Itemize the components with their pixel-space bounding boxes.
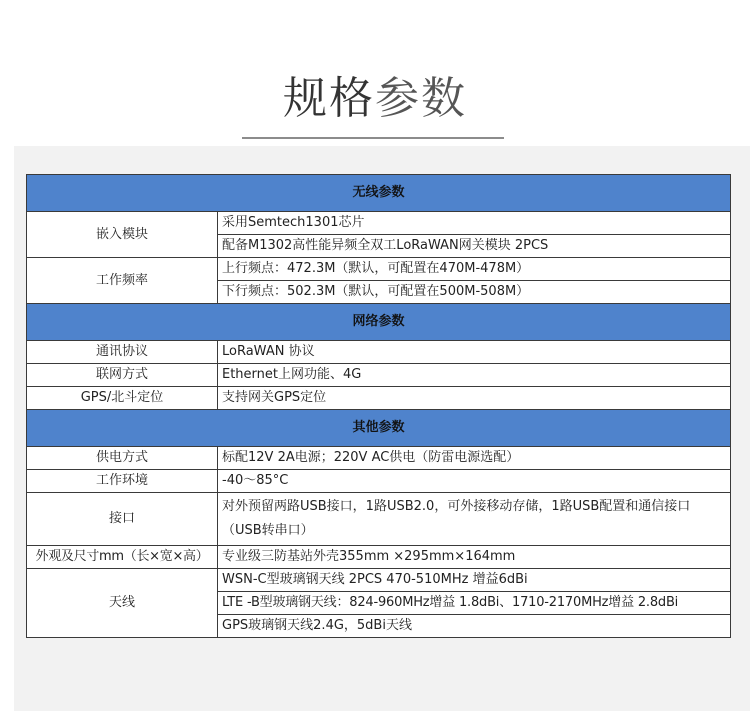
gps-label: GPS/北斗定位: [27, 387, 218, 410]
section-header-other: [27, 410, 731, 447]
page-title-part1: 规格: [283, 73, 375, 124]
antenna-value-2: LTE -B型玻璃钢天线：824-960MHz增益 1.8dBi、1710-2170MHz增益 2.8dBi: [218, 592, 731, 615]
environment-value: -40～85°C: [218, 470, 731, 493]
table-row: [27, 387, 731, 410]
section-header-network: [27, 304, 731, 341]
spec-table: [26, 174, 731, 638]
table-row: [27, 341, 731, 364]
section-title-wireless: 无线参数: [27, 175, 731, 212]
table-row: [27, 364, 731, 387]
protocol-value: LoRaWAN 协议: [218, 341, 731, 364]
table-row: [27, 493, 731, 546]
gps-value: 支持网关GPS定位: [218, 387, 731, 410]
embed-module-value-1: 采用Semtech1301芯片: [218, 212, 731, 235]
table-row: [27, 212, 731, 235]
embed-module-value-2: 配备M1302高性能异频全双工LoRaWAN网关模块 2PCS: [218, 235, 731, 258]
table-row: [27, 447, 731, 470]
antenna-value-1: WSN-C型玻璃钢天线 2PCS 470-510MHz 增益6dBi: [218, 569, 731, 592]
table-row: [27, 258, 731, 281]
section-title-other: 其他参数: [27, 410, 731, 447]
section-title-network: 网络参数: [27, 304, 731, 341]
power-value: 标配12V 2A电源；220V AC供电（防雷电源选配）: [218, 447, 731, 470]
network-mode-value: Ethernet上网功能、4G: [218, 364, 731, 387]
table-row: [27, 569, 731, 592]
frequency-value-down: 下行频点：502.3M（默认，可配置在500M-508M）: [218, 281, 731, 304]
frequency-label: 工作频率: [27, 258, 218, 304]
interface-label: 接口: [27, 493, 218, 546]
size-label: 外观及尺寸mm（长×宽×高）: [27, 546, 218, 569]
embed-module-label: 嵌入模块: [27, 212, 218, 258]
title-underline: [242, 137, 504, 139]
section-header-wireless: [27, 175, 731, 212]
size-value: 专业级三防基站外壳355mm ×295mm×164mm: [218, 546, 731, 569]
network-mode-label: 联网方式: [27, 364, 218, 387]
frequency-value-up: 上行频点：472.3M（默认，可配置在470M-478M）: [218, 258, 731, 281]
table-row: [27, 470, 731, 493]
protocol-label: 通讯协议: [27, 341, 218, 364]
page-title-part2: 参数: [375, 73, 467, 124]
table-row: [27, 546, 731, 569]
page-title: [0, 62, 750, 126]
interface-value: 对外预留两路USB接口，1路USB2.0，可外接移动存储，1路USB配置和通信接口（USB转串口）: [218, 493, 731, 546]
antenna-label: 天线: [27, 569, 218, 638]
environment-label: 工作环境: [27, 470, 218, 493]
power-label: 供电方式: [27, 447, 218, 470]
antenna-value-3: GPS玻璃钢天线2.4G，5dBi天线: [218, 615, 731, 638]
